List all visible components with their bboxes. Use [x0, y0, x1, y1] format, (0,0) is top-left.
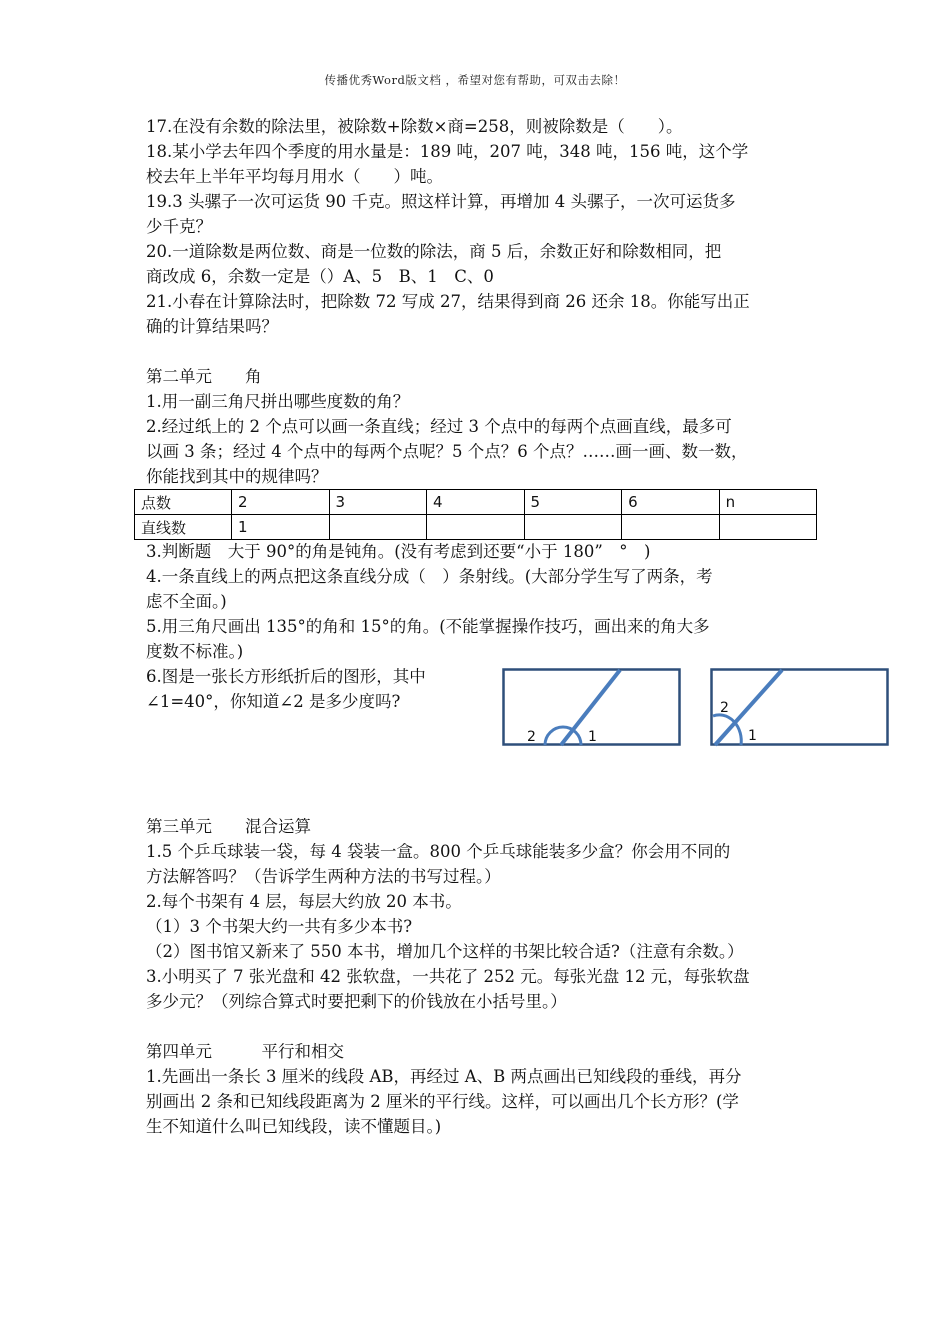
paper-rectangle [712, 670, 888, 745]
table-cell: n [719, 490, 816, 515]
unit3-q3-line2: 多少元？（列综合算式时要把剩下的价钱放在小括号里。） [146, 992, 567, 1011]
question-20-line1: 20.一道除数是两位数、商是一位数的除法，商 5 后，余数正好和除数相同，把 [146, 242, 722, 261]
unit3-q3-line1: 3.小明买了 7 张光盘和 42 张软盘，一共花了 252 元。每张光盘 12 元，每张软盘 [146, 967, 750, 986]
unit4-q1-line3: 生不知道什么叫已知线段，读不懂题目。) [146, 1117, 442, 1136]
table-cell: 直线数 [135, 515, 232, 540]
question-18-line1: 18.某小学去年四个季度的用水量是：189 吨，207 吨，348 吨，156 吨，这个学 [146, 142, 749, 161]
unit2-q5-line1: 5.用三角尺画出 135°的角和 15°的角。(不能掌握操作技巧，画出来的角大多 [146, 617, 710, 636]
question-20-line2: 商改成 6，余数一定是（）A、5 B、1 C、0 [146, 267, 494, 286]
table-cell: 6 [622, 490, 720, 515]
unit4-title: 第四单元 平行和相交 [146, 1042, 344, 1061]
table-cell [427, 515, 525, 540]
table-cell: 4 [427, 490, 525, 515]
unit2-q2-line3: 你能找到其中的规律吗？ [146, 467, 328, 486]
unit2-q6-line1: 6.图是一张长方形纸折后的图形，其中 [146, 667, 426, 686]
unit4-q1-line1: 1.先画出一条长 3 厘米的线段 AB，再经过 A、B 两点画出已知线段的垂线，再分 [146, 1067, 742, 1086]
table-cell [622, 515, 720, 540]
unit2-q2-line2: 以画 3 条；经过 4 个点中的每两个点呢？5 个点？6 个点？……画一画、数一数， [146, 442, 748, 461]
table-cell: 点数 [135, 490, 232, 515]
unit2-q1: 1.用一副三角尺拼出哪些度数的角？ [146, 392, 410, 411]
unit3-q1-line2: 方法解答吗？（告诉学生两种方法的书写过程。） [146, 867, 501, 886]
unit3-q2: 2.每个书架有 4 层，每层大约放 20 本书。 [146, 892, 462, 911]
question-17: 17.在没有余数的除法里，被除数+除数×商=258，则被除数是（ ）。 [146, 117, 683, 136]
unit2-title: 第二单元 角 [146, 367, 262, 386]
table-row [135, 515, 817, 540]
unit2-q6-line2: ∠1=40°，你知道∠2 是多少度吗? [146, 692, 401, 711]
question-18-line2: 校去年上半年平均每月用水（ ）吨。 [146, 167, 443, 186]
unit2-q3: 3.判断题 大于 90°的角是钝角。(没有考虑到还要“小于 180” ° ) [146, 542, 651, 561]
table-cell: 5 [524, 490, 622, 515]
table-cell [719, 515, 816, 540]
question-21-line1: 21.小春在计算除法时，把除数 72 写成 27，结果得到商 26 还余 18。你能写出正 [146, 292, 750, 311]
unit2-q4-line2: 虑不全面。) [146, 592, 227, 611]
table-cell: 3 [329, 490, 427, 515]
angle-1-label: 1 [588, 729, 597, 745]
unit3-q1-line1: 1.5 个乒乓球装一袋，每 4 袋装一盒。800 个乒乓球能装多少盒？你会用不同的 [146, 842, 731, 861]
table-cell: 2 [232, 490, 330, 515]
angle-2-label: 2 [527, 729, 536, 745]
unit2-q5-line2: 度数不标准。) [146, 642, 244, 661]
folded-paper-figure-1 [502, 668, 682, 748]
table-row [135, 490, 817, 515]
points-lines-table [134, 489, 817, 540]
angle-2-label: 2 [720, 700, 729, 716]
unit3-q2-sub2: （2）图书馆又新来了 550 本书，增加几个这样的书架比较合适?（注意有余数。） [146, 942, 744, 961]
page-header: 传播优秀Word版文档 ，希望对您有帮助，可双击去除！ [324, 73, 626, 87]
table-cell [329, 515, 427, 540]
question-19-line2: 少千克？ [146, 217, 212, 236]
unit2-q2-line1: 2.经过纸上的 2 个点可以画一条直线；经过 3 个点中的每两个点画直线，最多可 [146, 417, 732, 436]
question-21-line2: 确的计算结果吗？ [146, 317, 278, 336]
table-cell [524, 515, 622, 540]
folded-paper-figure-2 [710, 668, 890, 748]
unit4-q1-line2: 别画出 2 条和已知线段距离为 2 厘米的平行线。这样，可以画出几个长方形？(学 [146, 1092, 739, 1111]
unit3-q2-sub1: （1）3 个书架大约一共有多少本书? [146, 917, 413, 936]
angle-1-label: 1 [748, 728, 757, 744]
question-19-line1: 19.3 头骡子一次可运货 90 千克。照这样计算，再增加 4 头骡子，一次可运货多 [146, 192, 736, 211]
unit3-title: 第三单元 混合运算 [146, 817, 311, 836]
table-cell: 1 [232, 515, 330, 540]
unit2-q4-line1: 4.一条直线上的两点把这条直线分成（ ）条射线。(大部分学生写了两条，考 [146, 567, 713, 586]
